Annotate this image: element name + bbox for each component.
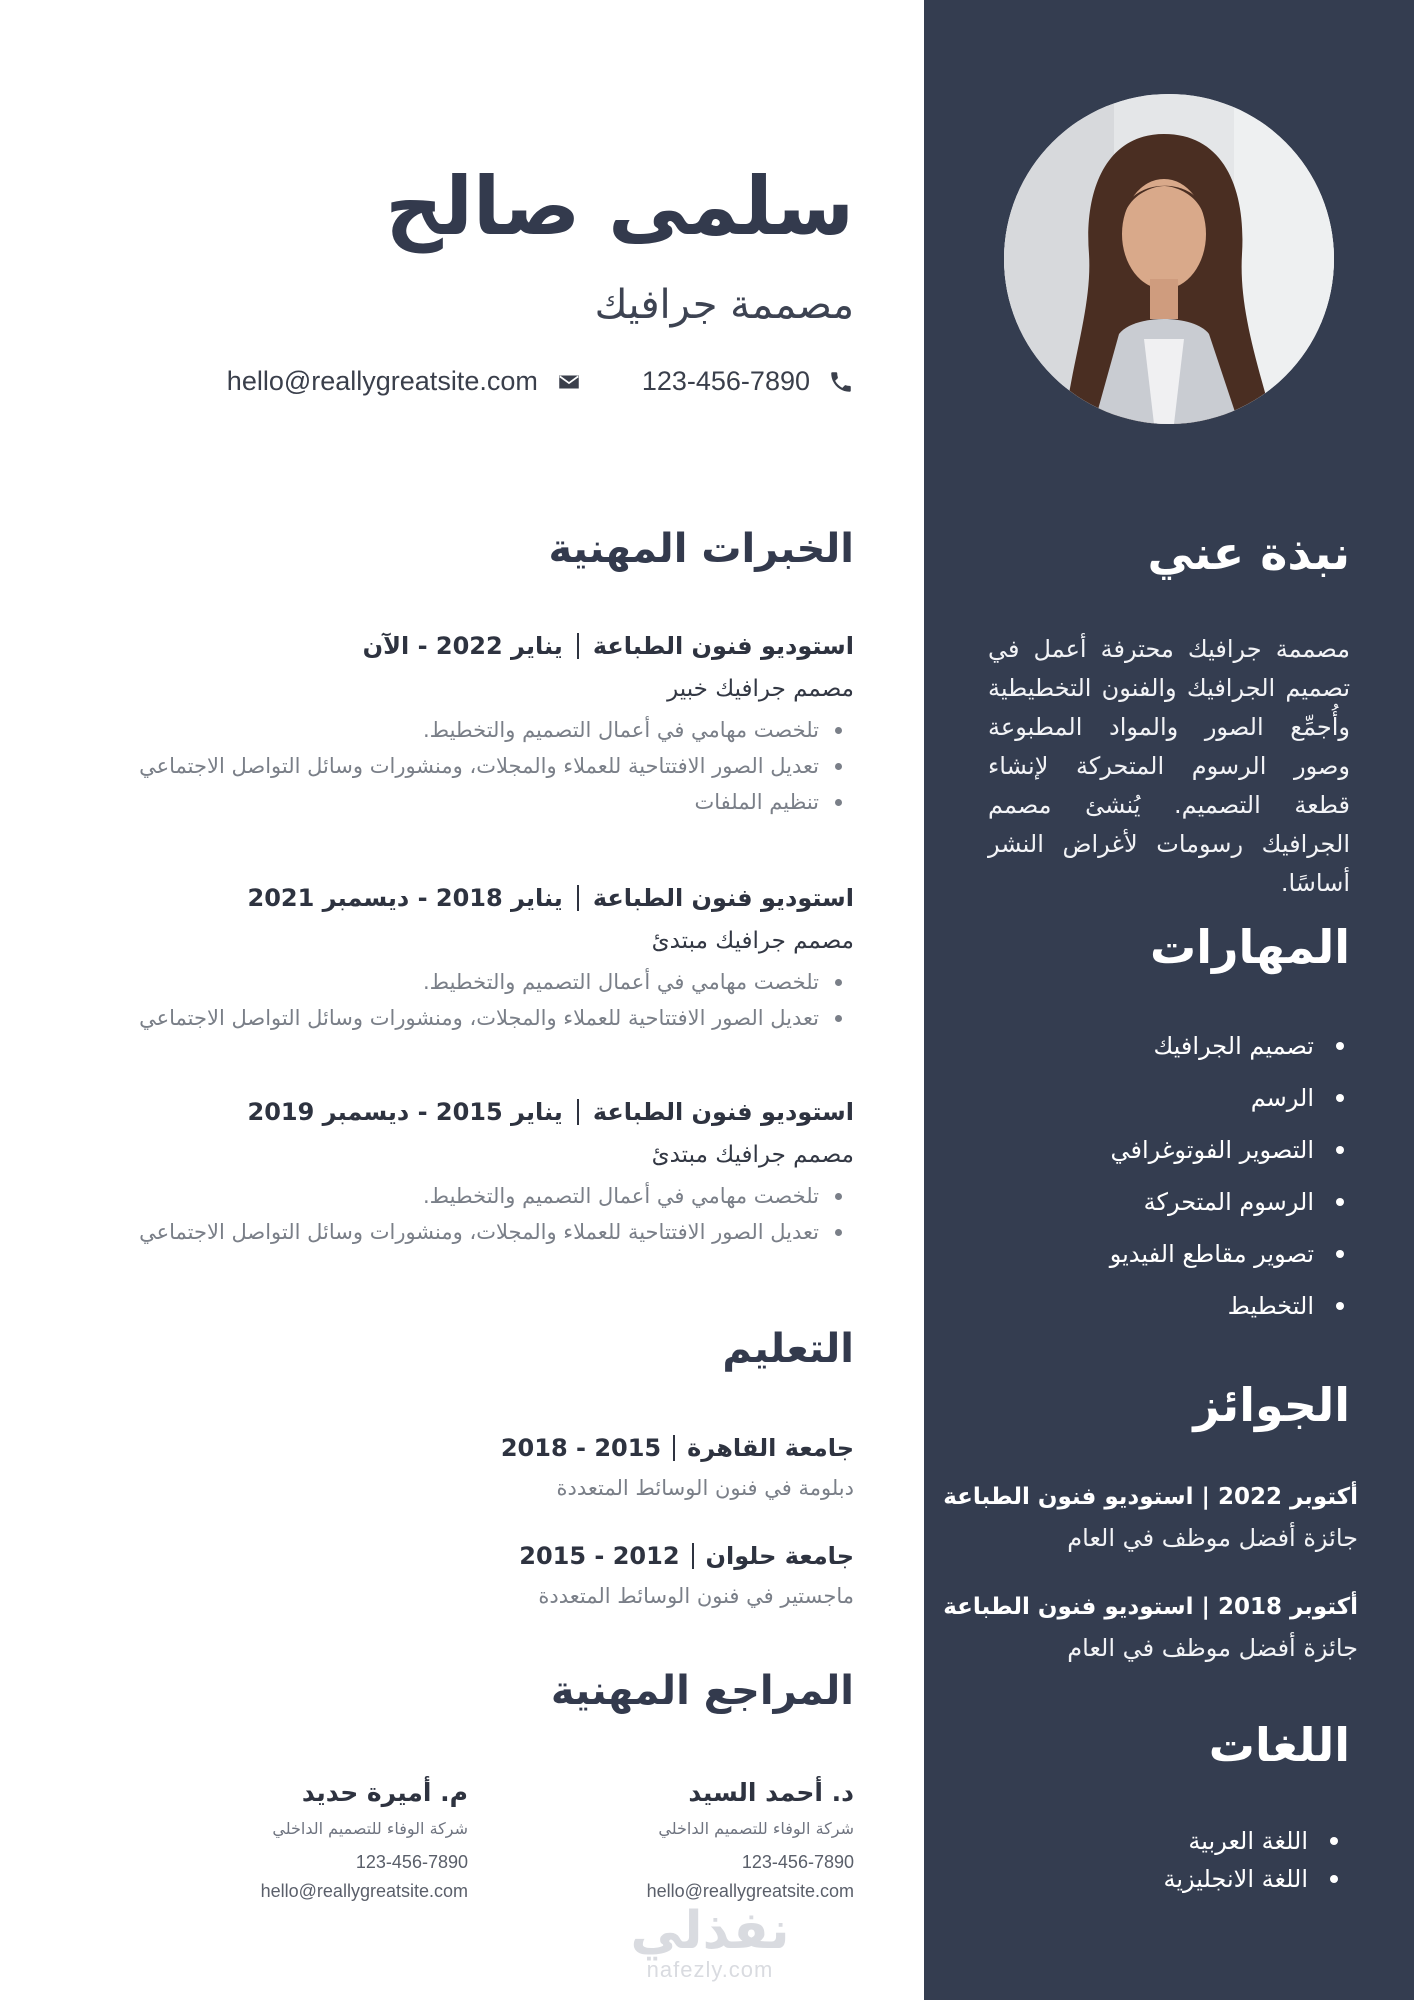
degree: ماجستير في فنون الوسائط المتعددة bbox=[538, 1584, 854, 1608]
job-position: مصمم جرافيك خبير bbox=[667, 676, 854, 702]
reference-phone: 123-456-7890 bbox=[741, 1852, 854, 1872]
job-period: يناير 2015 - ديسمبر 2019 bbox=[247, 1098, 563, 1126]
job-company: استوديو فنون الطباعة bbox=[592, 1098, 854, 1126]
reference-phone: 123-456-7890 bbox=[355, 1852, 468, 1872]
list-item: تعديل الصور الافتتاحية للعملاء والمجلات، ومنشورات وسائل التواصل الاجتماعي bbox=[54, 1000, 854, 1036]
contact-row bbox=[227, 366, 854, 397]
watermark-latin: nafezly.com bbox=[646, 1957, 774, 1982]
reference-name: د. أحمد السيد bbox=[688, 1778, 854, 1807]
about-heading: نبذة عني bbox=[1147, 526, 1350, 580]
job-bullets bbox=[54, 1178, 854, 1250]
award-title: أكتوبر 2018 | استوديو فنون الطباعة bbox=[943, 1594, 1358, 1620]
job-period: يناير 2018 - ديسمبر 2021 bbox=[247, 884, 563, 912]
list-item: اللغة الانجليزية bbox=[1163, 1860, 1344, 1898]
award-item bbox=[943, 1594, 1358, 1662]
job-header bbox=[54, 1098, 854, 1126]
job-item bbox=[54, 884, 854, 1036]
award-item bbox=[943, 1484, 1358, 1552]
award-desc: جائزة أفضل موظف في العام bbox=[1067, 1634, 1358, 1662]
list-item: التخطيط bbox=[1110, 1280, 1350, 1332]
separator bbox=[673, 1435, 675, 1461]
person-name: سلمى صالح bbox=[385, 160, 854, 253]
education-item bbox=[501, 1434, 854, 1500]
person-role: مصممة جرافيك bbox=[594, 282, 854, 328]
email-text: hello@reallygreatsite.com bbox=[226, 366, 538, 396]
list-item: التصوير الفوتوغرافي bbox=[1110, 1124, 1350, 1176]
job-header bbox=[54, 632, 854, 660]
job-bullets bbox=[54, 964, 854, 1036]
education-period: 2012 - 2015 bbox=[519, 1542, 680, 1570]
job-period: يناير 2022 - الآن bbox=[362, 632, 563, 660]
award-desc: جائزة أفضل موظف في العام bbox=[1067, 1524, 1358, 1552]
job-item bbox=[54, 1098, 854, 1250]
education-header bbox=[519, 1542, 854, 1570]
about-text: مصممة جرافيك محترفة أعمل في تصميم الجرافيك والفنون التخطيطية وأُجمِّع الصور والمواد المطبوعة وصور الرسوم المتحركة لإنشاء قطعة التصميم. يُنشئ مصمم الجرافيك رسومات لأغراض النشر أساسًا. bbox=[988, 635, 1350, 897]
list-item: تلخصت مهامي في أعمال التصميم والتخطيط. bbox=[54, 712, 854, 748]
list-item: اللغة العربية bbox=[1163, 1822, 1344, 1860]
list-item: تصوير مقاطع الفيديو bbox=[1110, 1228, 1350, 1280]
education-heading: التعليم bbox=[722, 1326, 854, 1372]
education-header bbox=[501, 1434, 854, 1462]
list-item: تعديل الصور الافتتاحية للعملاء والمجلات، ومنشورات وسائل التواصل الاجتماعي bbox=[54, 1214, 854, 1250]
phone-text: 123-456-7890 bbox=[641, 366, 810, 396]
watermark-logo bbox=[600, 1901, 820, 1983]
experience-heading: الخبرات المهنية bbox=[548, 526, 854, 572]
skills-list bbox=[1110, 1020, 1350, 1332]
reference-name: م. أميرة حديد bbox=[301, 1778, 468, 1807]
mail-icon bbox=[556, 369, 582, 395]
list-item: تنظيم الملفات bbox=[54, 784, 854, 820]
references-heading: المراجع المهنية bbox=[550, 1668, 854, 1714]
job-item bbox=[54, 632, 854, 820]
reference-email: hello@reallygreatsite.com bbox=[260, 1881, 468, 1901]
reference-item bbox=[261, 1778, 468, 1902]
job-position: مصمم جرافيك مبتدئ bbox=[651, 1142, 854, 1168]
awards-heading: الجوائز bbox=[1193, 1378, 1350, 1432]
list-item: تعديل الصور الافتتاحية للعملاء والمجلات، ومنشورات وسائل التواصل الاجتماعي bbox=[54, 748, 854, 784]
job-company: استوديو فنون الطباعة bbox=[592, 884, 854, 912]
list-item: تلخصت مهامي في أعمال التصميم والتخطيط. bbox=[54, 964, 854, 1000]
skills-heading: المهارات bbox=[1150, 920, 1350, 974]
reference-email: hello@reallygreatsite.com bbox=[646, 1881, 854, 1901]
languages-heading: اللغات bbox=[1208, 1718, 1350, 1772]
degree: دبلومة في فنون الوسائط المتعددة bbox=[556, 1476, 854, 1500]
separator bbox=[692, 1543, 694, 1569]
list-item: الرسم bbox=[1110, 1072, 1350, 1124]
job-header bbox=[54, 884, 854, 912]
sidebar bbox=[924, 0, 1414, 2000]
school-name: جامعة حلوان bbox=[705, 1542, 854, 1570]
profile-photo bbox=[1004, 94, 1334, 424]
languages-list bbox=[1163, 1822, 1344, 1898]
list-item: تصميم الجرافيك bbox=[1110, 1020, 1350, 1072]
reference-company: شركة الوفاء للتصميم الداخلي bbox=[272, 1819, 468, 1838]
school-name: جامعة القاهرة bbox=[687, 1434, 854, 1462]
reference-item bbox=[647, 1778, 854, 1902]
education-period: 2015 - 2018 bbox=[500, 1434, 662, 1462]
award-title: أكتوبر 2022 | استوديو فنون الطباعة bbox=[943, 1484, 1358, 1510]
job-position: مصمم جرافيك مبتدئ bbox=[651, 928, 854, 954]
job-bullets bbox=[54, 712, 854, 820]
reference-company: شركة الوفاء للتصميم الداخلي bbox=[658, 1819, 854, 1838]
list-item: تلخصت مهامي في أعمال التصميم والتخطيط. bbox=[54, 1178, 854, 1214]
separator bbox=[577, 1099, 579, 1125]
separator bbox=[577, 885, 579, 911]
education-item bbox=[519, 1542, 854, 1608]
watermark-arabic: نفذلي bbox=[630, 1901, 790, 1961]
list-item: الرسوم المتحركة bbox=[1110, 1176, 1350, 1228]
phone-icon bbox=[828, 369, 854, 395]
separator bbox=[577, 633, 579, 659]
job-company: استوديو فنون الطباعة bbox=[592, 632, 854, 660]
